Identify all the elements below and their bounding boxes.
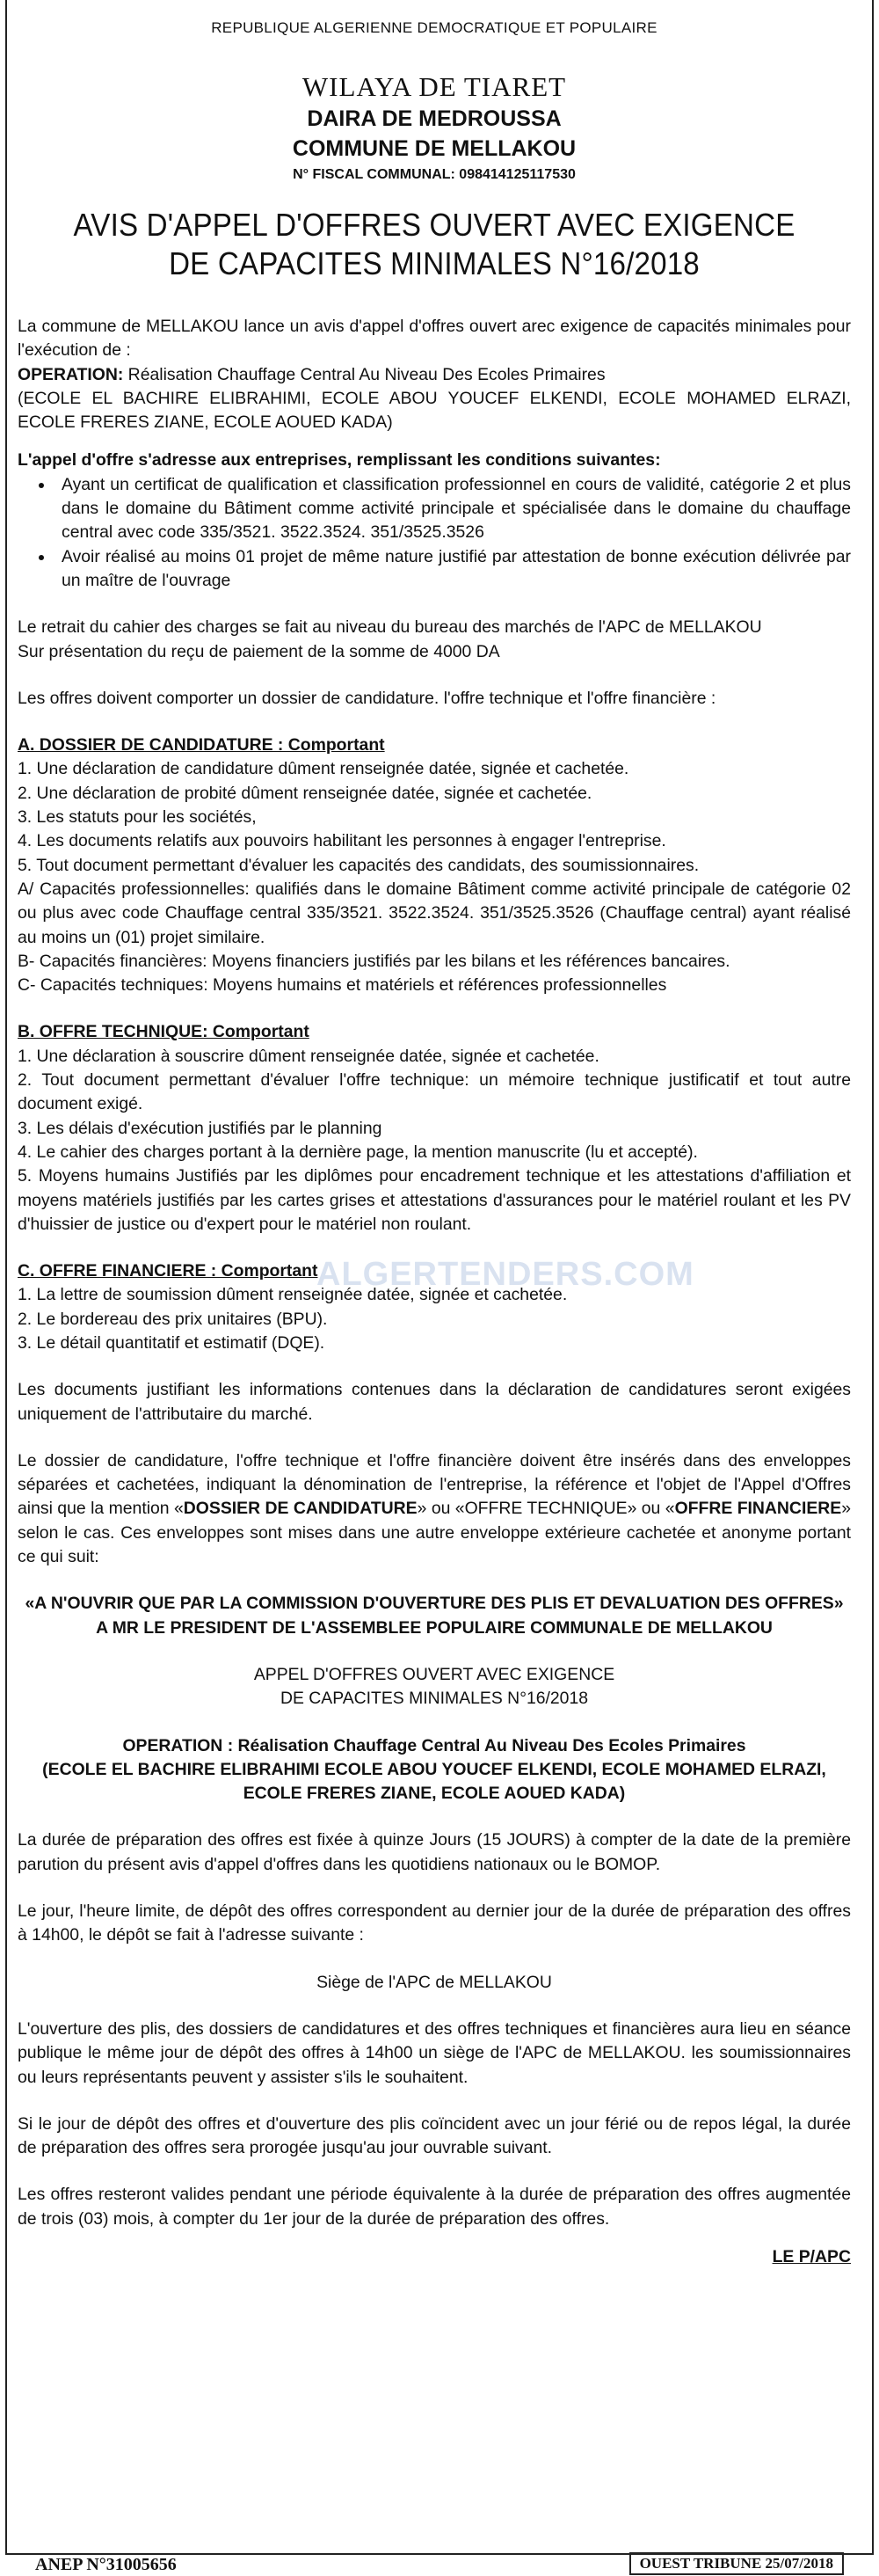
schools-list: (ECOLE EL BACHIRE ELIBRAHIMI, ECOLE ABOU YOUCEF ELKENDI, ECOLE MOHAMED ELRAZI, ECOLE FRERES ZIANE, ECOLE AOUED KADA) bbox=[18, 388, 851, 433]
dossier-heading: A. DOSSIER DE CANDIDATURE : Comportant bbox=[18, 735, 385, 755]
conditions-heading: L'appel d'offre s'adresse aux entreprises, remplissant les conditions suivantes: bbox=[18, 450, 661, 471]
technique-heading: B. OFFRE TECHNIQUE: Comportant bbox=[18, 1022, 309, 1042]
validite-paragraph: Les offres resteront valides pendant une période équivalente à la durée de préparation des offres augmentée de trois (03) mois, à compter du 1er jour de la durée de préparation des offres. bbox=[18, 2185, 851, 2229]
financiere-heading: C. OFFRE FINANCIERE : Comportant bbox=[18, 1261, 318, 1281]
payment-line: Sur présentation du reçu de paiement de la somme de 4000 DA bbox=[18, 641, 500, 661]
dossier-line: 2. Une déclaration de probité dûment renseignée datée, signée et cachetée. bbox=[18, 783, 592, 803]
intro-paragraph: La commune de MELLAKOU lance un avis d'appel d'offres ouvert arec exigence de capacités minimales pour l'exécution de : bbox=[18, 317, 851, 361]
operation-title: OPERATION : Réalisation Chauffage Central Au Niveau Des Ecoles Primaires bbox=[122, 1735, 746, 1755]
financiere-line: 1. La lettre de soumission dûment renseignée datée, signée et cachetée. bbox=[18, 1285, 568, 1305]
enveloppes-paragraph: Le dossier de candidature, l'offre technique et l'offre financière doivent être insérés dans des enveloppes séparées et cachetées, indiquant la dénomination de l'entreprise, la référence et l'objet de l'Appel d'Offres ainsi que la mention «DOSSIER DE CANDIDATURE» ou «OFFRE TECHNIQUE» ou «OFFRE FINANCIERE» selon le cas. Ces enveloppes sont mises dans une autre enveloppe extérieure cachetée et anonyme portant ce qui suit: bbox=[18, 1450, 851, 1567]
ref-line: APPEL D'OFFRES OUVERT AVEC EXIGENCE bbox=[253, 1664, 615, 1684]
signature: LE P/APC bbox=[772, 2247, 851, 2266]
fiscal-number: N° FISCAL COMMUNAL: 098414125117530 bbox=[293, 167, 576, 182]
dossier-line: 1. Une déclaration de candidature dûment renseignée datée, signée et cachetée. bbox=[18, 759, 629, 779]
dossier-line: 4. Les documents relatifs aux pouvoirs habilitant les personnes à engager l'entreprise. bbox=[18, 831, 666, 851]
duree-paragraph: La durée de préparation des offres est fixée à quinze Jours (15 JOURS) à compter de la date de la première parution du présent avis d'appel d'offres dans les quotidiens nationaux ou le BOMOP. bbox=[18, 1830, 851, 1874]
republic-header: REPUBLIQUE ALGERIENNE DEMOCRATIQUE ET POPULAIRE bbox=[211, 19, 657, 36]
condition-item: • Avoir réalisé au moins 01 projet de même nature justifié par attestation de bonne exécution délivrée par un maître de l'ouvrage bbox=[54, 545, 851, 594]
anep-number: ANEP N°31005656 bbox=[35, 2555, 177, 2574]
conditions-list bbox=[18, 473, 851, 593]
ferie-paragraph: Si le jour de dépôt des offres et d'ouverture des plis coïncident avec un jour férié ou de repos légal, la durée de préparation des offres sera prorogée jusqu'au jour ouvrable suivant. bbox=[18, 2113, 851, 2158]
technique-line: 2. Tout document permettant d'évaluer l'offre technique: un mémoire technique justificatif et tout autre document exigé. bbox=[18, 1070, 851, 1114]
siege-address: Siège de l'APC de MELLAKOU bbox=[316, 1972, 552, 1992]
ref-line: DE CAPACITES MINIMALES N°16/2018 bbox=[280, 1689, 589, 1709]
commission-line: «A N'OUVRIR QUE PAR LA COMMISSION D'OUVERTURE DES PLIS ET DEVALUATION DES OFFRES» bbox=[25, 1594, 844, 1614]
notice-title: AVIS D'APPEL D'OFFRES OUVERT AVEC EXIGENCE DE CAPACITES MINIMALES N°16/2018 bbox=[73, 207, 795, 281]
dossier-line: 5. Tout document permettant d'évaluer les capacités des candidats, des soumissionnaires. bbox=[18, 855, 700, 875]
tender-notice bbox=[18, 19, 851, 2269]
wilaya-header: WILAYA DE TIARET bbox=[301, 71, 567, 102]
operation-schools: (ECOLE EL BACHIRE ELIBRAHIMI ECOLE ABOU YOUCEF ELKENDI, ECOLE MOHAMED ELRAZI, ECOLE FRERES ZIANE, ECOLE AOUED KADA) bbox=[42, 1759, 826, 1804]
documents-note: Les documents justifiant les informations contenues dans la déclaration de candidatures seront exigées uniquement de l'attributaire du marché. bbox=[18, 1380, 851, 1424]
financiere-line: 2. Le bordereau des prix unitaires (BPU). bbox=[18, 1309, 328, 1329]
dossier-line: A/ Capacités professionnelles: qualifiés dans le domaine Bâtiment comme activité principale de catégorie 02 ou plus avec code Chauffage central 335/3521. 3522.3524. 351/3525.3526 (Chauffage central) ayant réalisé au moins un (01) projet similaire. bbox=[18, 879, 851, 947]
offres-intro: Les offres doivent comporter un dossier de candidature. l'offre technique et l'offre financière : bbox=[18, 688, 716, 708]
watermark: ALGERTENDERS.COM bbox=[316, 1256, 694, 1293]
ouverture-paragraph: L'ouverture des plis, des dossiers de candidatures et des offres techniques et financières aura lieu en séance publique le même jour de dépôt des offres à 14h00 un siège de l'APC de MELLAKOU. les soumissionnaires ou leurs représentants peuvent y assister s'ils le souhaitent. bbox=[18, 2018, 851, 2087]
condition-item: • Ayant un certificat de qualification et classification professionnel en cours de validité, catégorie 2 et plus dans le domaine du Bâtiment comme activité principale et spécialisée dans le domaine du chauffage central avec code 335/3521. 3522.3524. 351/3525.3526 bbox=[54, 473, 851, 545]
dossier-line: 3. Les statuts pour les sociétés, bbox=[18, 807, 257, 828]
president-line: A MR LE PRESIDENT DE L'ASSEMBLEE POPULAIRE COMMUNALE DE MELLAKOU bbox=[96, 1617, 773, 1638]
journal-reference: OUEST TRIBUNE 25/07/2018 bbox=[629, 2552, 844, 2575]
daira-header: DAIRA DE MEDROUSSA bbox=[307, 106, 562, 131]
dossier-line: B- Capacités financières: Moyens financiers justifiés par les bilans et les références bancaires. bbox=[18, 951, 730, 971]
technique-line: 4. Le cahier des charges portant à la dernière page, la mention manuscrite (lu et accepté). bbox=[18, 1142, 698, 1162]
technique-line: 3. Les délais d'exécution justifiés par le planning bbox=[18, 1118, 382, 1138]
retrait-paragraph: Le retrait du cahier des charges se fait au niveau du bureau des marchés de l'APC de MELLAKOU bbox=[18, 617, 762, 638]
technique-line: 5. Moyens humains Justifiés par les diplômes pour encadrement technique et les attestations d'affiliation et moyens matériels justifiés par les cartes grises et attestations d'assurances pour le matériel roulant et les PV d'huissier de justice ou d'expert pour le matériel non roulant. bbox=[18, 1166, 851, 1234]
commune-header: COMMUNE DE MELLAKOU bbox=[292, 136, 577, 161]
technique-line: 1. Une déclaration à souscrire dûment renseignée datée, signée et cachetée. bbox=[18, 1046, 599, 1066]
operation-line: OPERATION: Réalisation Chauffage Central Au Niveau Des Ecoles Primaires bbox=[18, 364, 606, 384]
dossier-line: C- Capacités techniques: Moyens humains et matériels et références professionnelles bbox=[18, 975, 667, 996]
depot-paragraph: Le jour, l'heure limite, de dépôt des offres correspondent au dernier jour de la durée de préparation des offres à 14h00, le dépôt se fait à l'adresse suivante : bbox=[18, 1901, 851, 1945]
financiere-line: 3. Le détail quantitatif et estimatif (DQE). bbox=[18, 1332, 325, 1353]
